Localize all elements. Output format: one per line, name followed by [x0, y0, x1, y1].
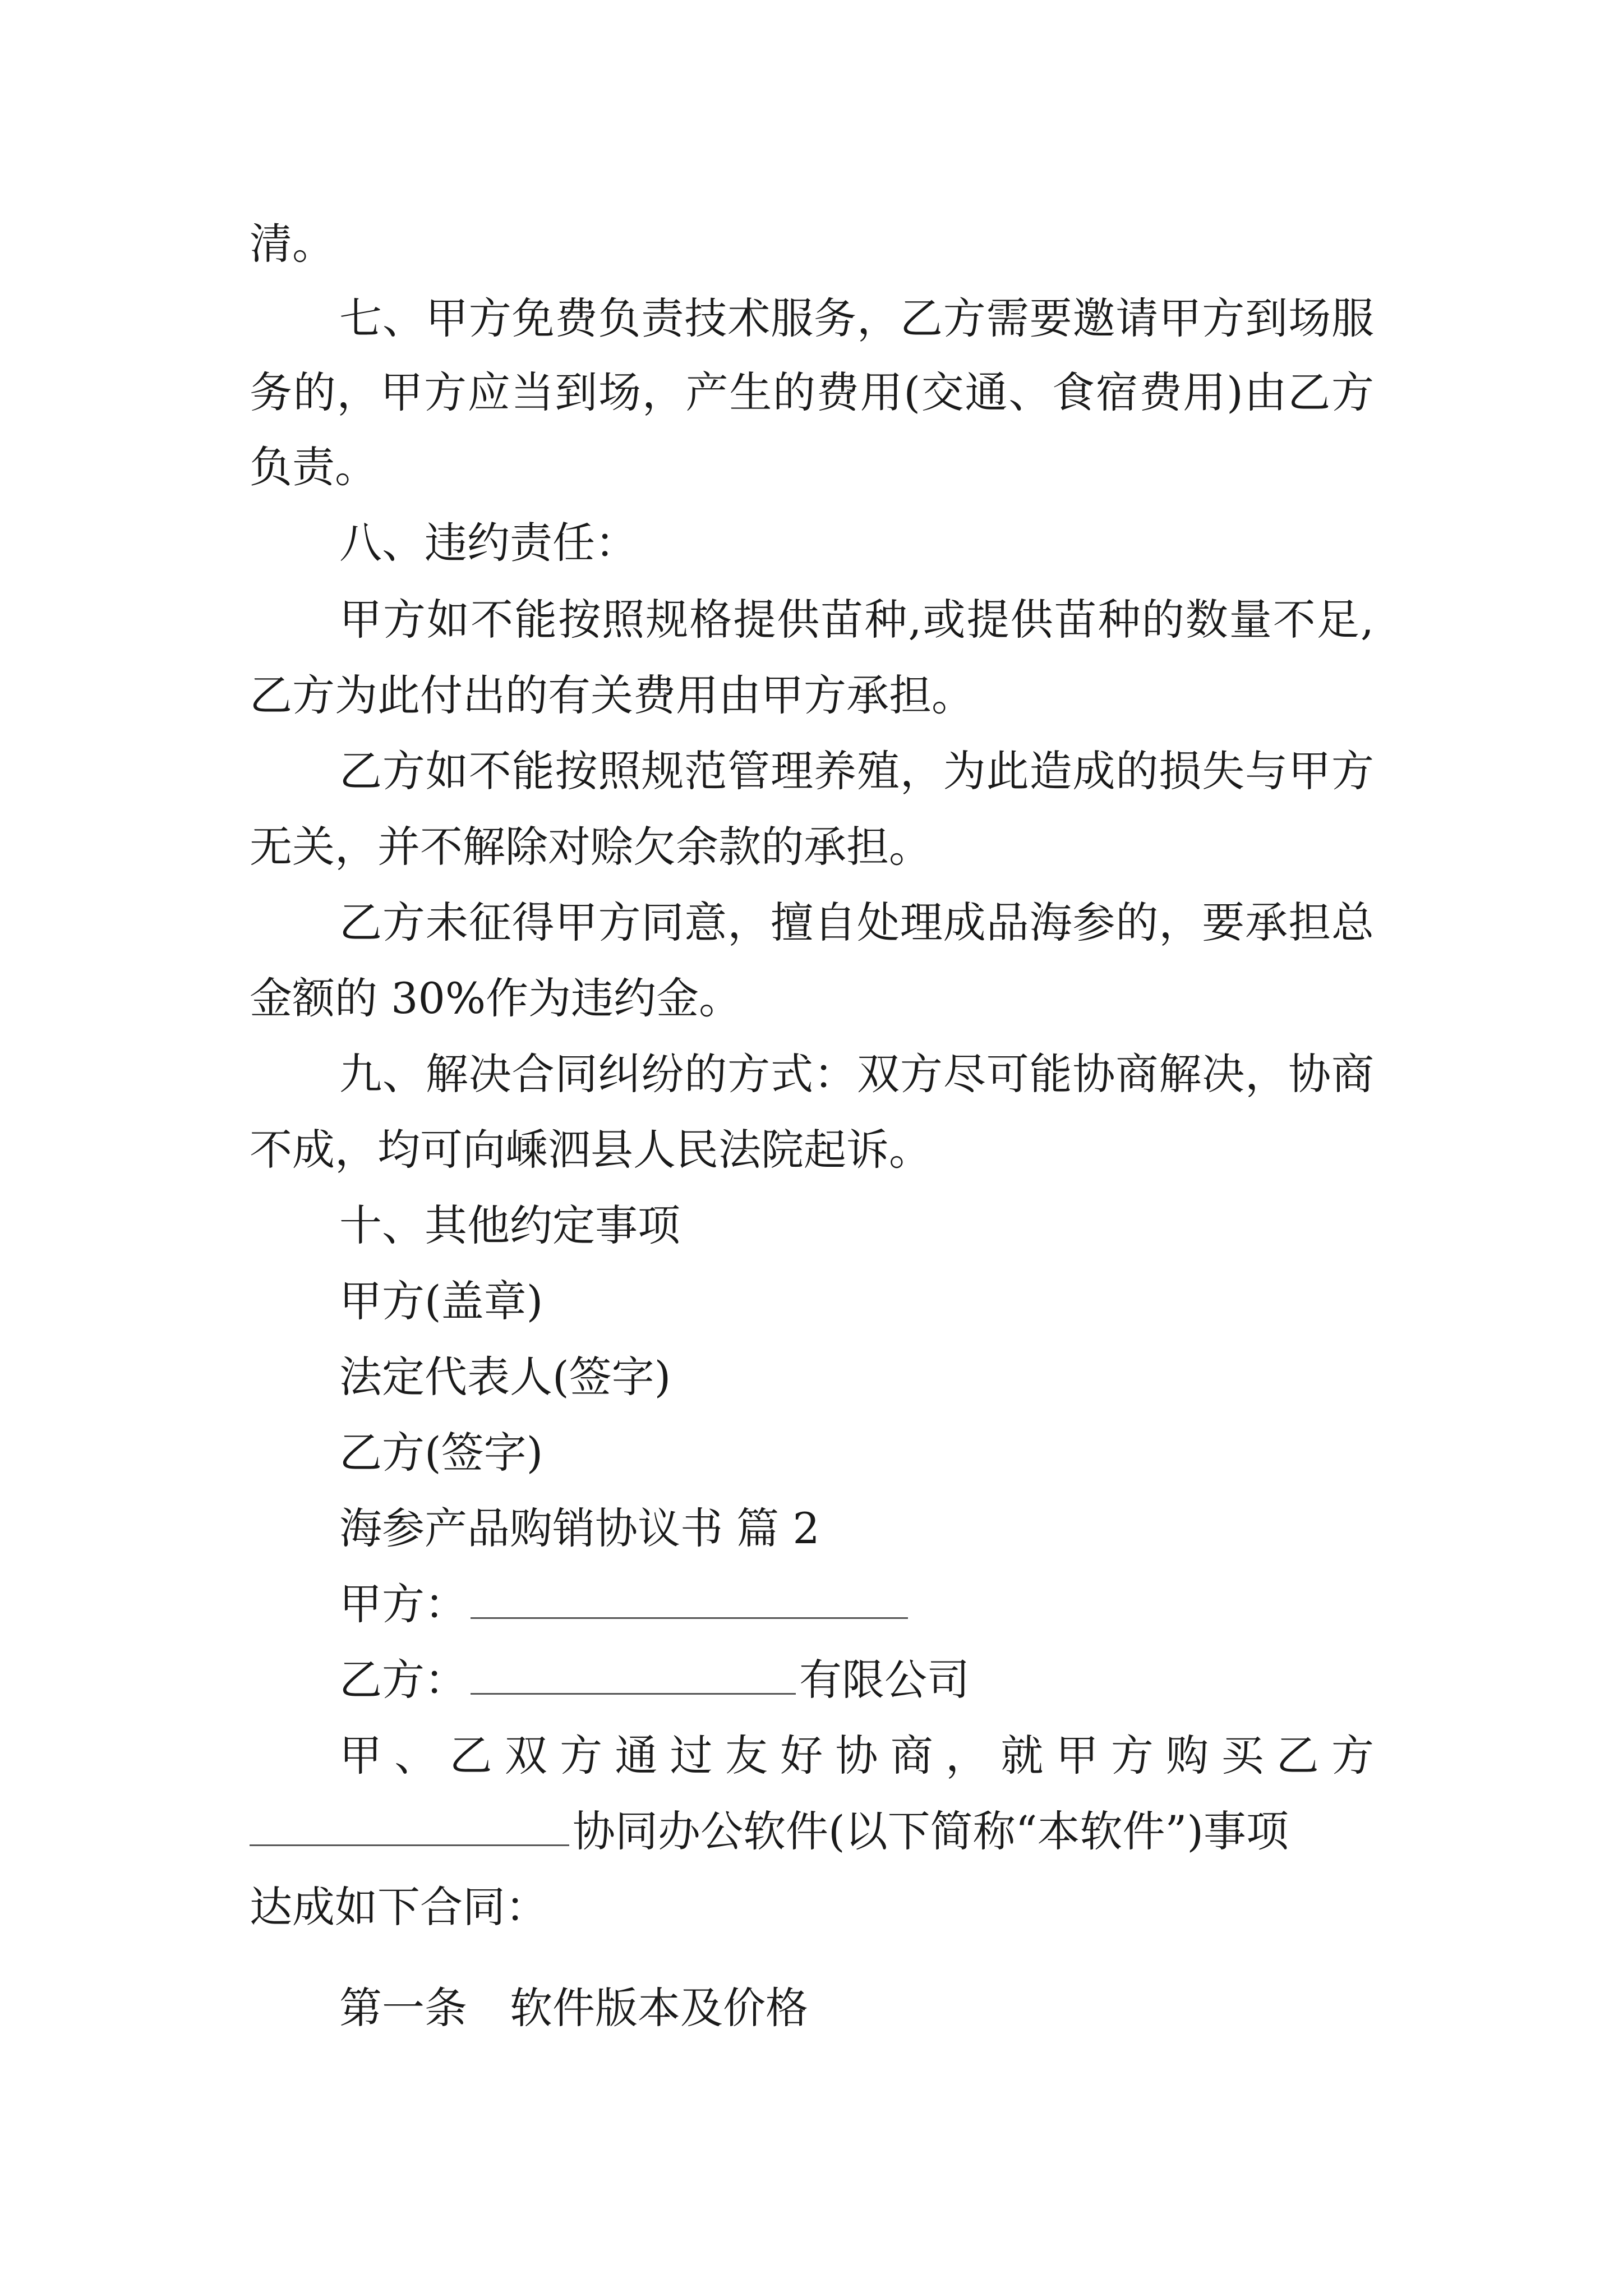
text-line: 清。: [250, 219, 335, 269]
software-line: [250, 1803, 1289, 1860]
party-b-field: [339, 1652, 970, 1708]
party-a-blank[interactable]: [471, 1578, 908, 1619]
article-1-heading: 第一条 软件版本及价格: [339, 1983, 808, 2033]
contract-line: 达成如下合同：: [250, 1882, 548, 1932]
breach-a-line-1: 甲方如不能按照规格提供苗种,或提供苗种的数量不足,: [339, 595, 1374, 645]
clause-7-line-1: 七、甲方免费负责技术服务，乙方需要邀请甲方到场服: [339, 293, 1374, 343]
breach-c-line-2: 金额的 30%作为违约金。: [250, 973, 742, 1023]
party-b-signature-line: 乙方(签字): [339, 1428, 543, 1478]
party-b-label: 乙方：: [339, 1655, 467, 1705]
clause-8-heading: 八、违约责任：: [339, 518, 638, 568]
breach-b-line-2: 无关，并不解除对赊欠余款的承担。: [250, 822, 932, 872]
clause-7-line-2: 务的，甲方应当到场，产生的费用(交通、食宿费用)由乙方: [250, 367, 1374, 417]
clause-10-heading: 十、其他约定事项: [339, 1200, 680, 1250]
party-b-blank[interactable]: [471, 1654, 796, 1695]
intro-line: 甲、乙双方通过友好协商，就甲方购买乙方: [339, 1731, 1374, 1780]
breach-b-line-1: 乙方如不能按照规范管理养殖，为此造成的损失与甲方: [339, 746, 1374, 796]
party-a-seal-line: 甲方(盖章): [339, 1276, 543, 1326]
breach-c-line-1: 乙方未征得甲方同意，擅自处理成品海参的，要承担总: [339, 898, 1374, 947]
section-title: 海参产品购销协议书 篇 2: [339, 1503, 820, 1553]
breach-a-line-2: 乙方为此付出的有关费用由甲方承担。: [250, 670, 974, 720]
clause-9-line-2: 不成，均可向嵊泗县人民法院起诉。: [250, 1125, 932, 1175]
legal-rep-signature-line: 法定代表人(签字): [339, 1352, 671, 1402]
software-name-blank[interactable]: [250, 1805, 569, 1846]
party-a-label: 甲方：: [339, 1579, 467, 1629]
party-a-field: [339, 1576, 911, 1632]
party-b-suffix: 有限公司: [799, 1655, 970, 1705]
software-line-text: 协同办公软件(以下简称“本软件”)事项: [573, 1806, 1289, 1856]
clause-7-line-3: 负责。: [250, 442, 377, 492]
clause-9-line-1: 九、解决合同纠纷的方式：双方尽可能协商解决，协商: [339, 1049, 1374, 1099]
